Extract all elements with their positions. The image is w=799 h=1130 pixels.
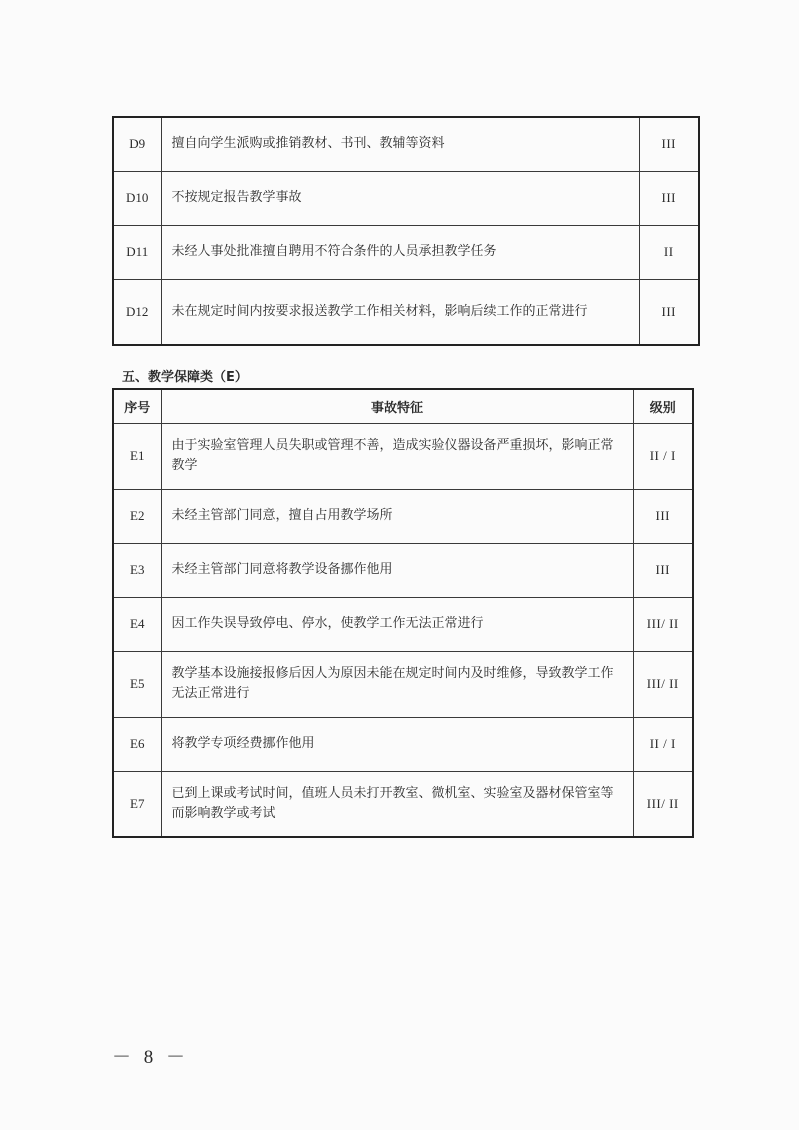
row-description: 教学基本设施接报修后因人为原因未能在规定时间内及时维修，导致教学工作无法正常进行 <box>161 651 633 717</box>
row-code: D9 <box>113 117 161 171</box>
row-code: D10 <box>113 171 161 225</box>
table-header-row <box>113 389 693 423</box>
page-number: － 8 － <box>112 1047 190 1068</box>
row-level: III <box>639 171 699 225</box>
row-level: III <box>639 117 699 171</box>
table-row <box>113 279 699 345</box>
row-description: 不按规定报告教学事故 <box>161 171 639 225</box>
table-row <box>113 423 693 489</box>
row-code: E2 <box>113 489 161 543</box>
row-description: 已到上课或考试时间，值班人员未打开教室、微机室、实验室及器材保管室等而影响教学或考试 <box>161 771 633 837</box>
row-level: II / I <box>633 717 693 771</box>
row-code: E5 <box>113 651 161 717</box>
table-row <box>113 489 693 543</box>
row-code: E4 <box>113 597 161 651</box>
row-level: III/ II <box>633 651 693 717</box>
section-e-heading: 五、教学保障类（E） <box>122 370 248 385</box>
table-row <box>113 771 693 837</box>
table-row <box>113 171 699 225</box>
row-description: 未经主管部门同意，擅自占用教学场所 <box>161 489 633 543</box>
table-row <box>113 117 699 171</box>
row-level: III/ II <box>633 597 693 651</box>
row-description: 未经人事处批准擅自聘用不符合条件的人员承担教学任务 <box>161 225 639 279</box>
row-description: 未在规定时间内按要求报送教学工作相关材料，影响后续工作的正常进行 <box>161 279 639 345</box>
row-code: D11 <box>113 225 161 279</box>
row-code: D12 <box>113 279 161 345</box>
row-level: II / I <box>633 423 693 489</box>
header-level: 级别 <box>633 389 693 423</box>
table-row <box>113 651 693 717</box>
row-code: E1 <box>113 423 161 489</box>
header-code: 序号 <box>113 389 161 423</box>
row-description: 擅自向学生派购或推销教材、书刊、教辅等资料 <box>161 117 639 171</box>
row-level: III <box>639 279 699 345</box>
table-row <box>113 717 693 771</box>
header-description: 事故特征 <box>161 389 633 423</box>
row-level: III <box>633 489 693 543</box>
row-description: 未经主管部门同意将教学设备挪作他用 <box>161 543 633 597</box>
table-row <box>113 597 693 651</box>
row-code: E3 <box>113 543 161 597</box>
table-row <box>113 543 693 597</box>
table-row <box>113 225 699 279</box>
row-description: 将教学专项经费挪作他用 <box>161 717 633 771</box>
section-d-table <box>112 116 700 346</box>
row-level: II <box>639 225 699 279</box>
row-level: III <box>633 543 693 597</box>
row-code: E7 <box>113 771 161 837</box>
section-e-table <box>112 388 694 838</box>
row-description: 因工作失误导致停电、停水，使教学工作无法正常进行 <box>161 597 633 651</box>
row-code: E6 <box>113 717 161 771</box>
row-level: III/ II <box>633 771 693 837</box>
row-description: 由于实验室管理人员失职或管理不善，造成实验仪器设备严重损坏，影响正常教学 <box>161 423 633 489</box>
